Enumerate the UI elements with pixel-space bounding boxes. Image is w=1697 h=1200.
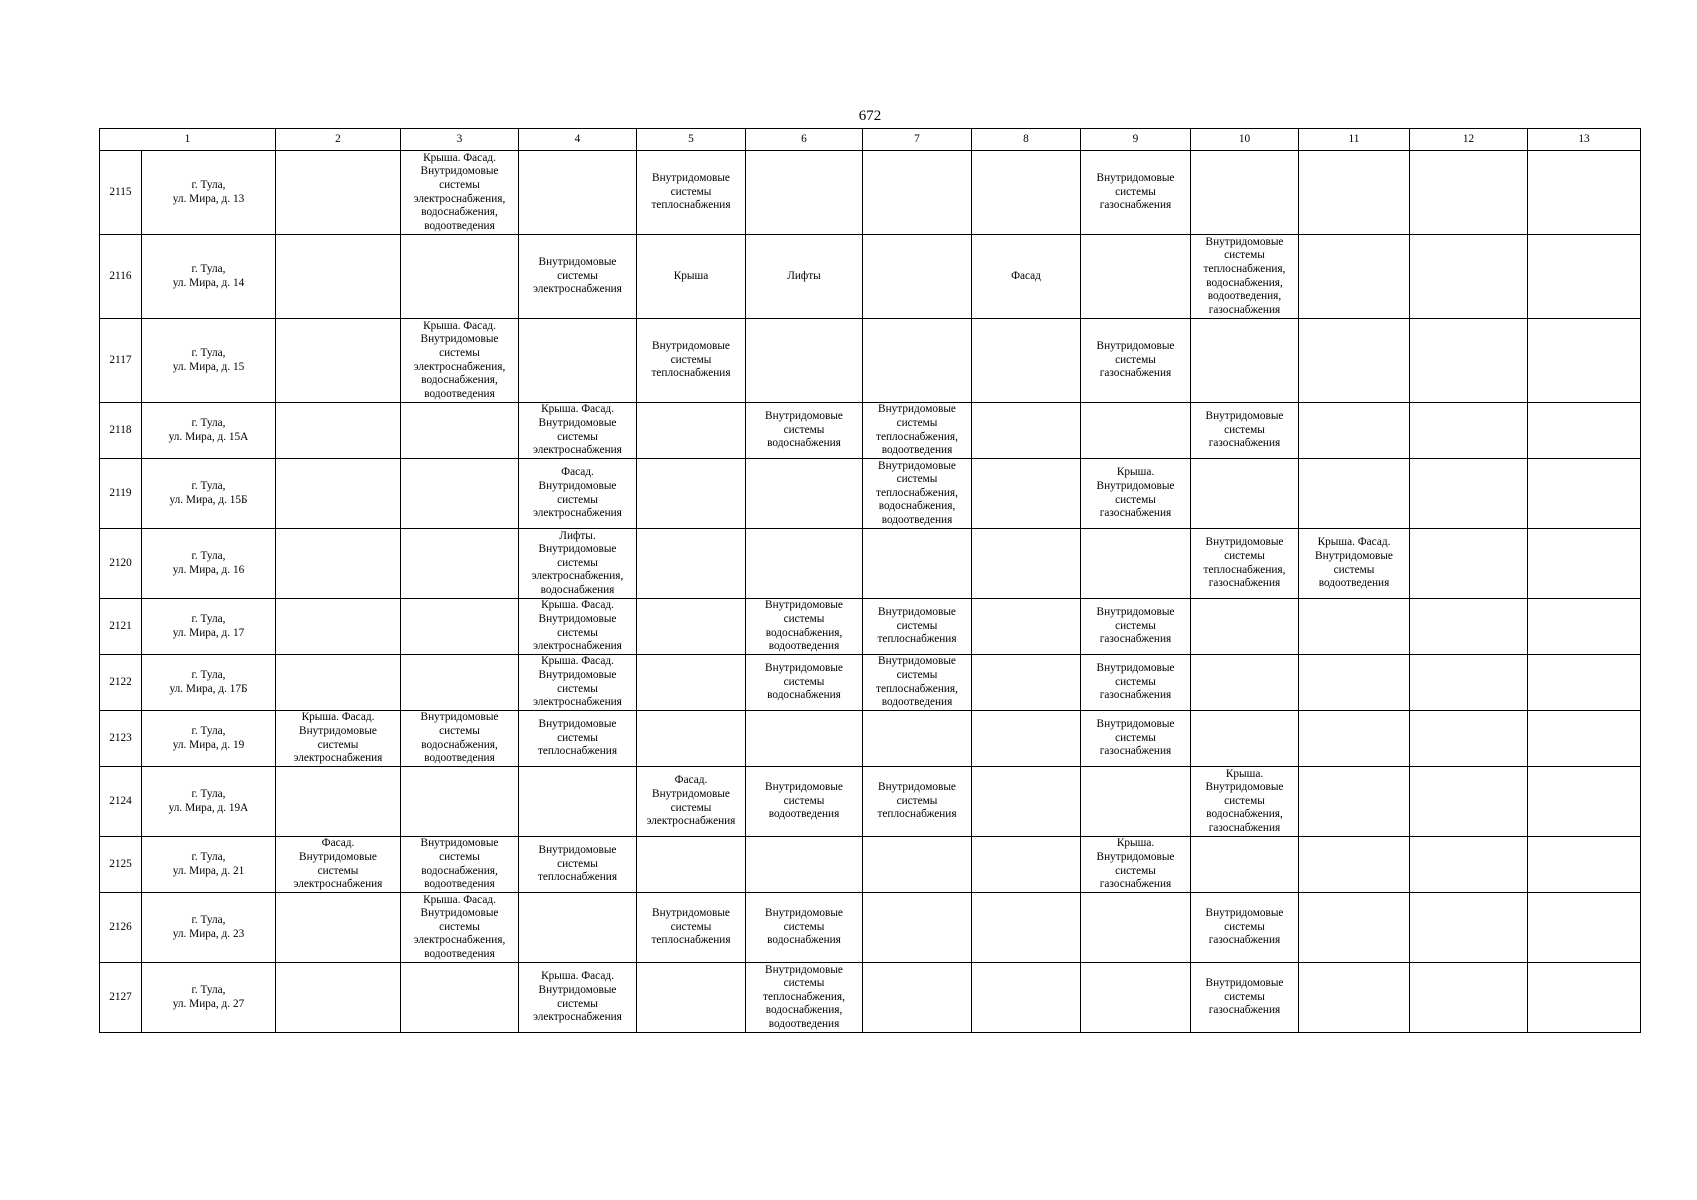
column-header: 9 [1081,129,1191,151]
work-cell [1410,319,1528,403]
schedule-table [99,128,1641,1033]
work-cell [401,459,519,529]
work-cell: Внутридомовые системы водоснабжения, водоотведения [746,599,863,655]
table-row [100,403,1641,459]
work-cell: Крыша. Фасад. Внутридомовые системы электроснабжения [519,599,637,655]
table-row [100,767,1641,837]
work-cell: Крыша. Фасад. Внутридомовые системы электроснабжения [519,963,637,1033]
work-cell [1299,403,1410,459]
column-header: 4 [519,129,637,151]
address-cell: г. Тула, ул. Мира, д. 19 [142,711,276,767]
address-cell: г. Тула, ул. Мира, д. 17 [142,599,276,655]
work-cell [972,599,1081,655]
work-cell [519,767,637,837]
work-cell: Внутридомовые системы теплоснабжения [637,319,746,403]
work-cell [1299,151,1410,235]
work-cell [1191,151,1299,235]
address-cell: г. Тула, ул. Мира, д. 27 [142,963,276,1033]
work-cell [276,459,401,529]
address-cell: г. Тула, ул. Мира, д. 15 [142,319,276,403]
address-cell: г. Тула, ул. Мира, д. 15Б [142,459,276,529]
work-cell [1410,151,1528,235]
work-cell [1299,767,1410,837]
work-cell [746,151,863,235]
work-cell [863,319,972,403]
work-cell: Внутридомовые системы теплоснабжения [637,151,746,235]
column-header: 5 [637,129,746,151]
row-number: 2124 [100,767,142,837]
work-cell [401,403,519,459]
work-cell [1410,529,1528,599]
work-cell [972,837,1081,893]
table-row [100,319,1641,403]
work-cell: Фасад. Внутридомовые системы электроснабжения [637,767,746,837]
work-cell: Внутридомовые системы газоснабжения [1081,151,1191,235]
work-cell [1299,837,1410,893]
column-header: 8 [972,129,1081,151]
work-cell [972,893,1081,963]
work-cell [1299,235,1410,319]
work-cell [401,599,519,655]
work-cell [276,403,401,459]
work-cell [637,711,746,767]
work-cell [276,235,401,319]
work-cell [972,529,1081,599]
column-header: 10 [1191,129,1299,151]
work-cell [1081,403,1191,459]
column-header: 13 [1528,129,1641,151]
work-cell [746,319,863,403]
work-cell [1299,655,1410,711]
work-cell [1528,711,1641,767]
work-cell [1410,599,1528,655]
work-cell [972,151,1081,235]
work-cell: Внутридомовые системы водоснабжения [746,403,863,459]
work-cell [276,963,401,1033]
work-cell [637,459,746,529]
work-cell: Внутридомовые системы теплоснабжения, водоотведения [863,403,972,459]
work-cell: Внутридомовые системы теплоснабжения, водоснабжения, водоотведения, газоснабжения [1191,235,1299,319]
work-cell: Внутридомовые системы водоснабжения [746,893,863,963]
work-cell [1191,599,1299,655]
work-cell: Внутридомовые системы теплоснабжения, водоотведения [863,655,972,711]
work-cell [1081,893,1191,963]
work-cell [519,151,637,235]
work-cell [863,711,972,767]
work-cell [401,963,519,1033]
work-cell [401,655,519,711]
work-cell [276,599,401,655]
work-cell [1410,767,1528,837]
work-cell: Крыша. Фасад. Внутридомовые системы электроснабжения, водоснабжения, водоотведения [401,151,519,235]
work-cell: Крыша. Фасад. Внутридомовые системы электроснабжения, водоотведения [401,893,519,963]
work-cell [401,529,519,599]
row-number: 2121 [100,599,142,655]
work-cell [1299,459,1410,529]
row-number: 2122 [100,655,142,711]
header-row [100,129,1641,151]
work-cell [1528,403,1641,459]
table-row [100,893,1641,963]
work-cell [637,529,746,599]
work-cell [276,767,401,837]
work-cell: Крыша [637,235,746,319]
work-cell [972,319,1081,403]
address-cell: г. Тула, ул. Мира, д. 21 [142,837,276,893]
work-cell [746,459,863,529]
work-cell: Внутридомовые системы теплоснабжения [637,893,746,963]
work-cell: Крыша. Фасад. Внутридомовые системы электроснабжения, водоснабжения, водоотведения [401,319,519,403]
work-cell [746,529,863,599]
work-cell [519,893,637,963]
row-number: 2125 [100,837,142,893]
column-header: 3 [401,129,519,151]
work-cell [1528,319,1641,403]
work-cell: Внутридомовые системы теплоснабжения [863,599,972,655]
work-cell [1299,711,1410,767]
column-header: 12 [1410,129,1528,151]
work-cell: Внутридомовые системы теплоснабжения [863,767,972,837]
work-cell [863,893,972,963]
column-header: 2 [276,129,401,151]
work-cell [1528,893,1641,963]
work-cell [1081,963,1191,1033]
table-row [100,459,1641,529]
work-cell: Фасад. Внутридомовые системы электроснабжения [276,837,401,893]
work-cell [746,837,863,893]
column-header: 1 [100,129,276,151]
column-header: 11 [1299,129,1410,151]
address-cell: г. Тула, ул. Мира, д. 14 [142,235,276,319]
work-cell [863,837,972,893]
work-cell [1299,963,1410,1033]
work-cell [637,837,746,893]
address-cell: г. Тула, ул. Мира, д. 23 [142,893,276,963]
work-cell [519,319,637,403]
address-cell: г. Тула, ул. Мира, д. 17Б [142,655,276,711]
work-cell [1528,235,1641,319]
work-cell: Внутридомовые системы водоснабжения, водоотведения [401,837,519,893]
work-cell: Фасад. Внутридомовые системы электроснабжения [519,459,637,529]
work-cell: Внутридомовые системы водоотведения [746,767,863,837]
work-cell [972,459,1081,529]
address-cell: г. Тула, ул. Мира, д. 13 [142,151,276,235]
table-row [100,151,1641,235]
work-cell: Крыша. Фасад. Внутридомовые системы электроснабжения [519,655,637,711]
work-cell [1410,235,1528,319]
work-cell [1528,599,1641,655]
work-cell [863,529,972,599]
work-cell [637,403,746,459]
work-cell [1410,893,1528,963]
table-row [100,235,1641,319]
work-cell: Внутридомовые системы газоснабжения [1081,711,1191,767]
work-cell: Крыша. Внутридомовые системы газоснабжения [1081,837,1191,893]
row-number: 2116 [100,235,142,319]
work-cell [1410,655,1528,711]
address-cell: г. Тула, ул. Мира, д. 16 [142,529,276,599]
work-cell [972,403,1081,459]
work-cell [1299,319,1410,403]
row-number: 2115 [100,151,142,235]
work-cell [401,767,519,837]
row-number: 2118 [100,403,142,459]
address-cell: г. Тула, ул. Мира, д. 19А [142,767,276,837]
row-number: 2120 [100,529,142,599]
work-cell: Крыша. Внутридомовые системы газоснабжения [1081,459,1191,529]
work-cell [637,599,746,655]
work-cell [1299,893,1410,963]
work-cell: Внутридомовые системы газоснабжения [1191,963,1299,1033]
table-row [100,599,1641,655]
work-cell [746,711,863,767]
work-cell [276,893,401,963]
work-cell [1191,837,1299,893]
work-cell: Фасад [972,235,1081,319]
column-header: 7 [863,129,972,151]
work-cell [972,655,1081,711]
row-number: 2123 [100,711,142,767]
work-cell [1410,963,1528,1033]
work-cell [863,963,972,1033]
work-cell: Крыша. Фасад. Внутридомовые системы электроснабжения [519,403,637,459]
work-cell [1191,711,1299,767]
work-cell [1410,711,1528,767]
row-number: 2117 [100,319,142,403]
work-cell [1410,837,1528,893]
table-body [100,129,1641,1033]
work-cell: Лифты. Внутридомовые системы электроснабжения, водоснабжения [519,529,637,599]
work-cell [972,711,1081,767]
work-cell: Внутридомовые системы теплоснабжения, водоснабжения, водоотведения [863,459,972,529]
work-cell [1528,529,1641,599]
table-row [100,655,1641,711]
work-cell [637,963,746,1033]
table-row [100,711,1641,767]
work-cell [1081,767,1191,837]
work-cell [401,235,519,319]
work-cell: Внутридомовые системы теплоснабжения, водоснабжения, водоотведения [746,963,863,1033]
table-row [100,837,1641,893]
work-cell: Крыша. Фасад. Внутридомовые системы водоотведения [1299,529,1410,599]
work-cell: Внутридомовые системы газоснабжения [1081,319,1191,403]
work-cell: Внутридомовые системы теплоснабжения [519,837,637,893]
work-cell [863,235,972,319]
work-cell [1528,767,1641,837]
work-cell: Крыша. Внутридомовые системы водоснабжения, газоснабжения [1191,767,1299,837]
work-cell: Внутридомовые системы газоснабжения [1191,893,1299,963]
table-row [100,963,1641,1033]
work-cell [972,963,1081,1033]
work-cell: Внутридомовые системы теплоснабжения, газоснабжения [1191,529,1299,599]
page-number: 672 [858,108,882,124]
work-cell [863,151,972,235]
work-cell [1528,837,1641,893]
work-cell [1191,459,1299,529]
work-cell [1528,151,1641,235]
work-cell [1410,403,1528,459]
work-cell [1528,655,1641,711]
work-cell [637,655,746,711]
work-cell [1081,529,1191,599]
work-cell: Внутридомовые системы газоснабжения [1081,599,1191,655]
column-header: 6 [746,129,863,151]
work-cell: Лифты [746,235,863,319]
work-cell [1528,963,1641,1033]
work-cell: Внутридомовые системы газоснабжения [1081,655,1191,711]
work-cell: Крыша. Фасад. Внутридомовые системы электроснабжения [276,711,401,767]
work-cell: Внутридомовые системы водоснабжения, водоотведения [401,711,519,767]
work-cell: Внутридомовые системы газоснабжения [1191,403,1299,459]
address-cell: г. Тула, ул. Мира, д. 15А [142,403,276,459]
work-cell: Внутридомовые системы водоснабжения [746,655,863,711]
work-cell [1191,319,1299,403]
work-cell [1299,599,1410,655]
work-cell: Внутридомовые системы теплоснабжения [519,711,637,767]
work-cell [1081,235,1191,319]
work-cell: Внутридомовые системы электроснабжения [519,235,637,319]
row-number: 2119 [100,459,142,529]
work-cell [276,529,401,599]
work-cell [276,655,401,711]
work-cell [1191,655,1299,711]
work-cell [276,151,401,235]
work-cell [1528,459,1641,529]
table-row [100,529,1641,599]
work-cell [276,319,401,403]
work-cell [972,767,1081,837]
work-cell [1410,459,1528,529]
row-number: 2126 [100,893,142,963]
row-number: 2127 [100,963,142,1033]
